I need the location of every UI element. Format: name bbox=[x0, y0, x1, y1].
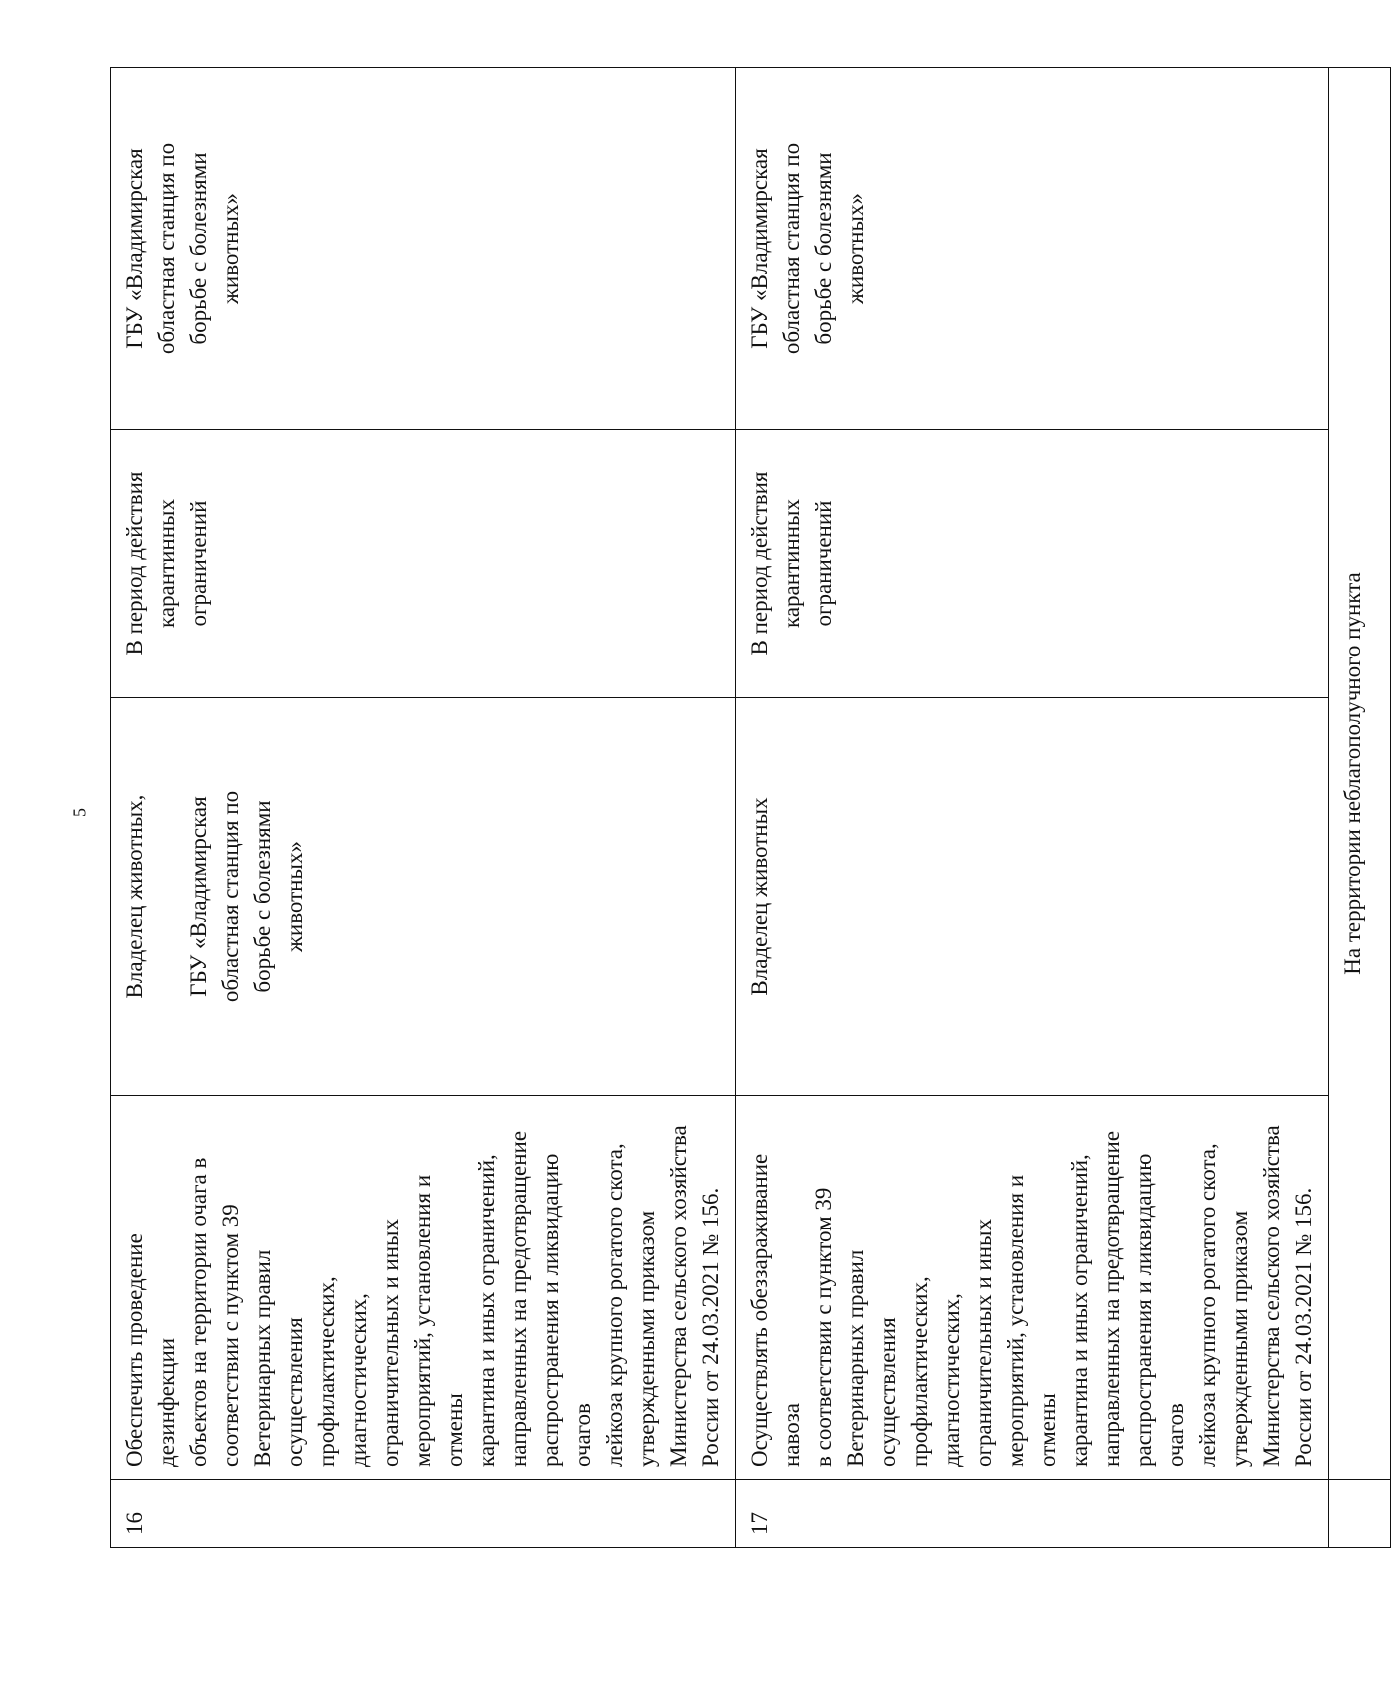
execution-term: В период действия карантинных ограничений bbox=[736, 430, 1329, 698]
section-row bbox=[1329, 68, 1391, 1548]
section-title: На территории неблагополучного пункта bbox=[1329, 68, 1391, 1480]
page-number: 5 bbox=[69, 808, 90, 817]
responsible-party: Владелец животных, ГБУ «Владимирская областная станция по борьбе с болезнями животных» bbox=[111, 698, 736, 1096]
rotated-table-container bbox=[110, 68, 1365, 1548]
measure-description: Обеспечить проведение дезинфекции объектов на территории очага в соответствии с пунктом 39 Ветеринарных правил осуществления профилактических, диагностических, ограничительных и иных мероприятий, установления и отмены карантина и иных ограничений, направленных на предотвращение распространения и ликвидацию очагов лейкоза крупного рогатого скота, утвержденными приказом Министерства сельского хозяйства России от 24.03.2021 № 156. bbox=[111, 1096, 736, 1480]
measure-description: Осуществлять обеззараживание навоза в соответствии с пунктом 39 Ветеринарных правил осуществления профилактических, диагностических, ограничительных и иных мероприятий, установления и отмены карантина и иных ограничений, направленных на предотвращение распространения и ликвидацию очагов лейкоза крупного рогатого скота, утвержденными приказом Министерства сельского хозяйства России от 24.03.2021 № 156. bbox=[736, 1096, 1329, 1480]
row-number: 16 bbox=[111, 1480, 736, 1548]
table-row bbox=[111, 68, 736, 1548]
empty-cell bbox=[1329, 1480, 1391, 1548]
execution-term: В период действия карантинных ограничений bbox=[111, 430, 736, 698]
responsible-party: Владелец животных bbox=[736, 698, 1329, 1096]
row-number: 17 bbox=[736, 1480, 1329, 1548]
table-row bbox=[736, 68, 1329, 1548]
control-party: ГБУ «Владимирская областная станция по борьбе с болезнями животных» bbox=[111, 68, 736, 430]
control-party: ГБУ «Владимирская областная станция по борьбе с болезнями животных» bbox=[736, 68, 1329, 430]
measures-table bbox=[110, 67, 1391, 1548]
